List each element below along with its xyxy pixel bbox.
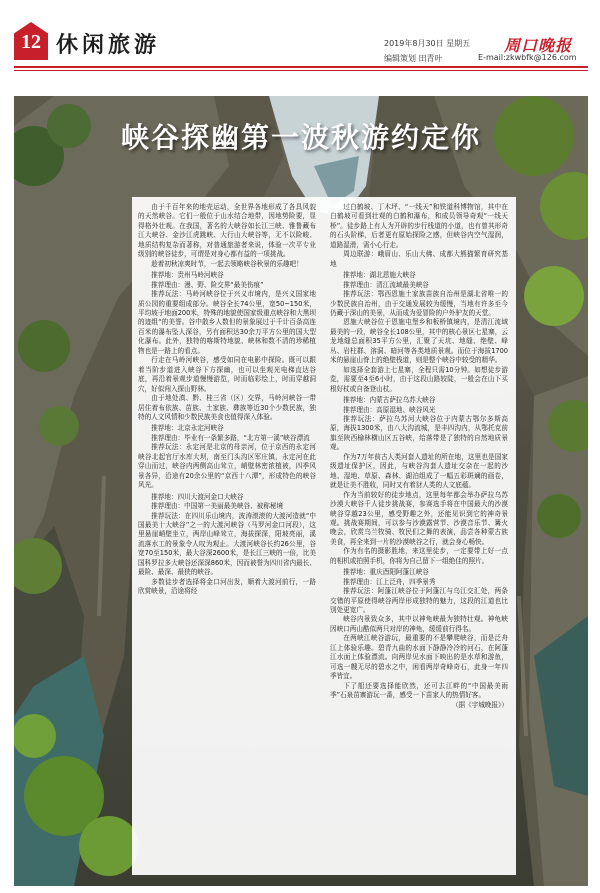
header-rule-thin xyxy=(14,70,588,71)
paragraph: 推荐玩法：萨拉乌苏河大峡谷位于内蒙古鄂尔多斯高原，海拔1300米，由八大沟流城，是丰四沟内，从鄂托克前旗至陕西榆林横山区五谷峡，给落带是了独特的自然地质景观。 xyxy=(330,414,508,452)
section-title: 休闲旅游 xyxy=(56,32,161,58)
paragraph: 推荐玩法：在四川乐山境内，波涛滚滚的大渡河造就“中国最美十大峡谷”之一的大渡河峡谷（马罗河金口河段），这里悬崖峭壁坐立，两岸山峰耸立，海拔探深，阳坡亮丽，溪流落水工的景象令人叹为观止。大渡河峡谷长约26公里，谷宽70至150米，最大谷深2600米，是长江三峡的一倍，比美国科罗拉多大峡谷还深深860米，因而被誉为四川省内最长、最险、最深、最狭的峡谷。 xyxy=(138,511,316,577)
paragraph: 恩施大峡谷位于恩施屯堡乡和板桥镇境内，是清江流域最美的一段，峡谷全长108公里，其中的核心景区七星寨，云龙地缝总面积35平方公里，汇聚了天坑、地缝、绝壁、峰丛、岩柱群、溶洞、暗河等各类地质景观。而位于海拔1700米的悬崖山脊上的绝壁栈道，则是整个峡谷中较受的精华。 xyxy=(330,318,508,365)
paragraph: 作为当前较好的徒步地点，这里每年都会举办萨拉乌苏沙漠大峡谷千人徒步挑战赛，参赛选手将在中国最大的沙漠峡谷穿越23公里，感受野趣之外，还能见识到它的神奇景观。挑战赛期间，可以参与沙漠露营节、沙漠音乐节、篝火晚会，欣赏乌兰牧骑、牧民们之舞的表演，品尝各种蒙古族美食，再全来到一片的沙漠峡谷之行，就会身心畅快。 xyxy=(330,490,508,546)
recommended-place: 推荐地：贵州马岭河峡谷 xyxy=(151,271,224,280)
paragraph: 过白鹤坡、丁木坪、“一线天”和铁道科博物馆，其中在白鹤坡可看到壮观的白鹤和瀑布，和成员领导奇观“一线天桥”。徒步路上有人为开辟的步行栈道的小道，也有曾其形奇的石头阶梯，后者更有原始探险之感，但峡谷内空气湿润，道路湿滑，需小心行走。 xyxy=(330,203,508,249)
paragraph: 作为7万年前古人类河套人遗址的所在地，这里也是国家级遗址保护区，因此，与峡谷沟套人遗址交杂在一起的沙地、湿地、草原、森林、湖泊组成了一幅五彩斑斓的画卷，就是让美不胜收，同时又有着豺人类的人文底蕴。 xyxy=(330,452,508,490)
paragraph: 推荐玩法：马岭河峡谷位于兴义市境内，是兴义国家地质公园的重要组成部分。峡谷全长74公里，宽50~150米，平均坡于地面200米，特殊的地貌使国家级重点峡谷和大黑坝的迹组“的美誉。谷中散乡人数但的景象展过于千计百条高连百米的瀑布坠人深谷，另有面积达30余万平方公里的国大型化瀑布。此外，独特的喀斯特地貌、峡林和数不清的珍稀植物也是一路上的看点。 xyxy=(138,290,316,355)
email-line: E-mail:zkwbfk@126.com xyxy=(478,53,577,62)
editor-line: 编辑策划 田青叶 xyxy=(384,54,443,63)
recommended-reason: 推荐理由：毕业有一条繁多路，“北方第一溪”峡谷漂流 xyxy=(151,433,310,442)
header-rule xyxy=(14,66,588,68)
recommended-reason: 推荐理由：中国第一美丽最美峡谷、被称秘境 xyxy=(151,502,284,511)
paragraph: 作为有名的摄影胜地，来这里徒步，一定要带上好一点的相机或拍照手机，你将为自己留下一组绝佳的照片。 xyxy=(330,547,508,565)
paragraph: 下了船还要选择能欣然，还可去江畔的“中国最美雨季”石泉苗寨游玩一番，感受一下苗家人的热情好客。 xyxy=(330,681,508,700)
paragraph: 如选择全套游上七星寨，全程只需10分钟。如想徒步游览，需要至4至6小时，由于这段山路较陡，一般会在山下买根好杖或自备登山杖。 xyxy=(330,365,508,393)
paragraph: 由于千百年来的地壳运动，全世界各地形成了各具风貌的天然峡谷。它们一般位于山水结合地带，因地势险要，显得格外壮观。在我国，著名的大峡谷如长江三峡、雅鲁藏布江大峡谷、金沙江虎跳峡、大行山大峡谷等，无不以险峻、地质结构复杂而著称，对普通旅游者来说，体验一次平专业级别的峡谷徒步，可谓是对身心都有益的一项挑战。 xyxy=(138,203,316,259)
paragraph: 峡谷内景致众多，其中以神龟峡最为独特壮观。神龟峡因峡口两山酷似两只对岸的神龟，缓缓前行得名。 xyxy=(330,615,508,633)
recommended-place: 推荐地：内蒙古萨拉乌苏大峡谷 xyxy=(343,396,436,405)
paragraph: 周边联游：峨眉山、乐山大佛、成都大熊猫繁育研究基地 xyxy=(330,250,508,268)
page-number-badge xyxy=(14,22,48,60)
headline: 峡谷探幽第一波秋游约定你 xyxy=(120,121,481,154)
paragraph: 由于地处滇、黔、桂三省（区）交界，马岭河峡谷一带居住着布依族、苗族、土家族、彝族等近30个少数民族，独特的人文风情和少数民族美食也值得深入体验。 xyxy=(138,394,316,421)
paragraph: 行走在马岭河峡谷，感受如同在电影中探险。既可以跟着当阶步道进入峡谷下方探幽，也可以坐观光电梯直达谷底，再沿着景观步道慢慢游览，时而临彩绘上，时而穿越洞穴，好似闯入探山野林。 xyxy=(138,356,316,393)
paragraph: 推荐玩法：阿蓬江峡谷位于阿蓬江与乌江交汇处，两条交错的平原使得峡谷两岸形成独特的魅力，这段的江道也比别处更宽广。 xyxy=(330,587,508,615)
article-column-right xyxy=(330,203,508,710)
recommended-place: 推荐地：四川大渡河金口大峡谷 xyxy=(151,492,244,501)
recommended-place: 推荐地：湖北恩施大峡谷 xyxy=(343,271,416,280)
paragraph: 推荐玩法：永定河是北京的母亲河，位于京西的永定河峡谷北起官厅水库大坝，南至门头沟区军庄镇，永定河在此穿山而过，峡谷内两侧高山耸立，峭壁林密浓植被，四季风景各异，沿途有20余公里的“京西十八潭”，形成特色的峡谷风光。 xyxy=(138,443,316,490)
recommended-place: 推荐地：重庆酉阳阿蓬江峡谷 xyxy=(343,568,429,577)
paragraph: 在两峡江峡谷游玩，最重要的不是攀爬峡谷，而是泛舟江上体验乐趣。碧青九曲的水面下静静冷冷的河石，在阿蓬江水面上体验漂流。向两岸见水面下映出的是水草和游鱼，可选一艘无尽的碧水之中，闲看两岸奇峰奇石，此身一年四季皆宜。 xyxy=(330,634,508,681)
article-column-left xyxy=(138,203,316,597)
article-box xyxy=(132,197,516,875)
paragraph: 推荐玩法：鄂西恩施土家族苗族自治州是湖北省唯一的少数民族自治州，由于交通发展较为缓慢，当地有许多至今仍藏于深山的美景，从而成为爱冒险的户外驴友的天堂。 xyxy=(330,290,508,317)
page-number: 12 xyxy=(21,31,41,53)
byline: （据《宇城晚报》） xyxy=(451,700,508,709)
paragraph: 趁着初秋凉爽时节，一起去领略峡谷秋景的乐趣吧！ xyxy=(151,259,303,268)
paragraph: 多数徒步者选择将金口河出发，顺着大渡河前行，一路欣赏峡景，沿途将经 xyxy=(138,577,316,596)
recommended-reason: 推荐理由：漫、野、险交界“最美伤痕” xyxy=(151,280,264,289)
recommended-place: 推荐地：北京永定河峡谷 xyxy=(151,424,224,433)
recommended-reason: 推荐理由：江上泛舟，四季景秀 xyxy=(343,577,436,586)
page-header xyxy=(0,0,600,76)
newspaper-logo: 周口晚报 xyxy=(504,36,573,55)
issue-date: 2019年8月30日 星期五 xyxy=(384,39,471,48)
recommended-reason: 推荐理由：清江流域最美峡谷 xyxy=(343,280,429,289)
recommended-reason: 推荐理由：高原湿地、峡谷风光 xyxy=(343,405,436,414)
